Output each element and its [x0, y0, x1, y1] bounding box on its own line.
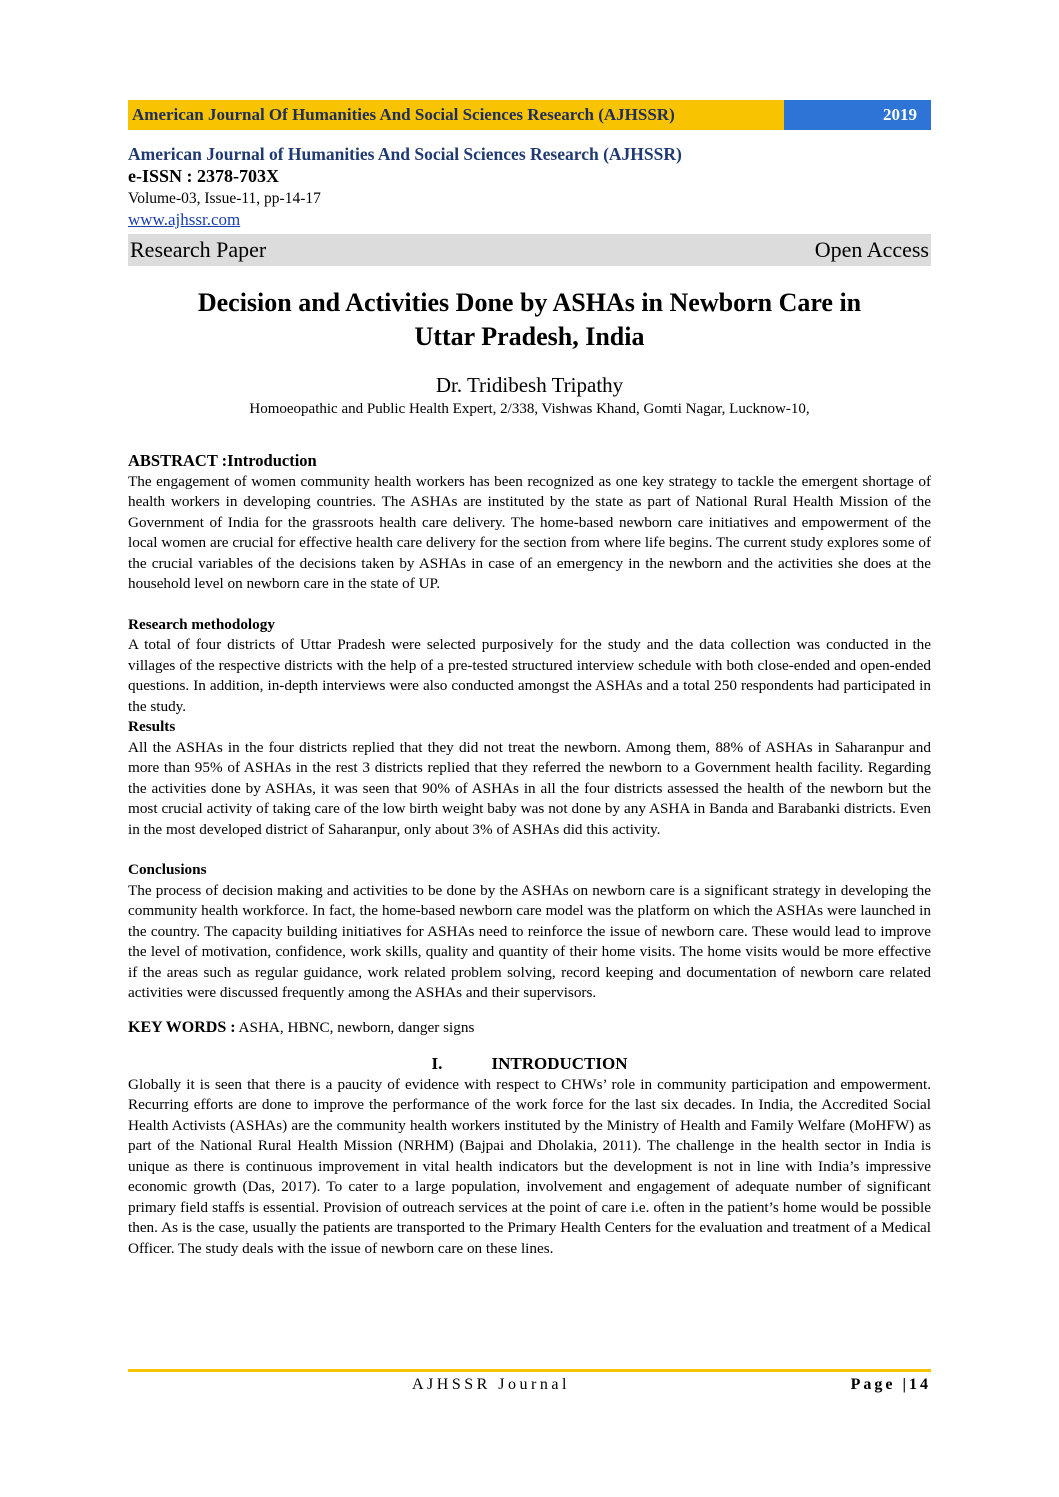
author-name: Dr. Tridibesh Tripathy [435, 373, 624, 397]
article-title [128, 286, 931, 354]
section-title: INTRODUCTION [491, 1054, 628, 1073]
keywords-label: KEY WORDS : [128, 1018, 236, 1036]
journal-header-band [128, 100, 931, 130]
volume-info: Volume-03, Issue-11, pp-14-17 [128, 190, 321, 207]
methodology-text: A total of four districts of Uttar Pradesh were selected purposively for the study and the data collection was conducted in the villages of the respective districts with the help of a pre-tested structured interview schedule with both close-ended and open-ended questions. In addition, in-depth interviews were also conducted amongst the ASHAs and a total 250 respondents had participated in the study. [128, 636, 931, 715]
journal-band-title: American Journal Of Humanities And Social Sciences Research (AJHSSR) [128, 100, 784, 130]
conclusions-heading: Conclusions [128, 861, 207, 878]
journal-url-link[interactable]: www.ajhssr.com [128, 210, 241, 229]
footer-rule [128, 1369, 931, 1372]
footer-journal: AJHSSR Journal [412, 1376, 570, 1393]
introduction-text: Globally it is seen that there is a paucity of evidence with respect to CHWs’ role in community participation and empowerment. Recurring efforts are done to improve the performance of the work force for the last six decades. In India, the Accredited Social Health Activists (ASHAs) are the community health workers instituted by the Ministry of Health and Family Welfare (MoHFW) as part of the National Rural Health Mission (NRHM) (Bajpai and Dholakia, 2011). The challenge in the health sector in India is unique as there is continuous improvement in vital health indicators but the development is not in line with India’s impressive economic growth (Das, 2017). To cater to a large population, involvement and engagement of adequate number of significant primary field staffs is essential. Provision of outreach services at the point of care i.e. often in the patient’s home would be possible then. As is the case, usually the patients are transported to the Primary Health Centers for the evaluation and treatment of a Medical Officer. The study deals with the issue of newborn care on these lines. [128, 1075, 931, 1257]
article-body [128, 451, 931, 1259]
article-type-bar [128, 234, 931, 266]
issn: e-ISSN : 2378-703X [128, 166, 279, 186]
article-title-line-2: Uttar Pradesh, India [414, 322, 645, 351]
conclusions-text: The process of decision making and activities to be done by the ASHAs on newborn care is a significant strategy in developing the community health workforce. In fact, the home-based newborn care model was the platform on which the ASHAs were launched in the country. The capacity building initiatives for ASHAs need to reinforce the issue of newborn care. These would lead to improve the level of motivation, confidence, work skills, quality and quantity of their home visits. The home visits would be more effective if the areas such as regular guidance, work related problem solving, record keeping and documentation of newborn care related activities were discussed frequently among the ASHAs and their supervisors. [128, 881, 931, 1001]
methodology-heading: Research methodology [128, 615, 275, 633]
article-type: Research Paper [130, 237, 267, 262]
abstract-introduction: The engagement of women community health workers has been recognized as one key strategy to tackle the emergent shortage of health workers in developing countries. The ASHAs are instituted by the state as part of National Rural Health Mission of the Government of India for the grassroots health care delivery. The home-based newborn care initiatives and empowerment of the local women are crucial for effective health care delivery for the section from where life begins. The current study explores some of the crucial variables of the decisions taken by ASHAs in case of an emergency in the newborn and the activities she does at the household level on newborn care in the state of UP. [128, 472, 931, 592]
introduction-heading [128, 1054, 931, 1075]
page-footer [128, 1376, 931, 1396]
journal-meta [128, 143, 931, 230]
keywords [128, 1018, 931, 1039]
journal-title: American Journal of Humanities And Social Sciences Research (AJHSSR) [128, 144, 682, 164]
access-type: Open Access [814, 237, 929, 262]
section-number: I. [431, 1054, 443, 1073]
keywords-text: ASHA, HBNC, newborn, danger signs [235, 1018, 475, 1036]
article-title-line-1: Decision and Activities Done by ASHAs in Newborn Care in [197, 288, 862, 317]
page-number: Page |14 [850, 1376, 931, 1393]
abstract-heading: ABSTRACT :Introduction [128, 451, 317, 470]
author-affiliation: Homoeopathic and Public Health Expert, 2/338, Vishwas Khand, Gomti Nagar, Lucknow-10, [249, 401, 810, 417]
results-heading: Results [128, 718, 176, 735]
results-text: All the ASHAs in the four districts replied that they did not treat the newborn. Among them, 88% of ASHAs in Saharanpur and more than 95% of ASHAs in the rest 3 districts replied that they referred the newborn to a Government health facility. Regarding the activities done by ASHAs, it was seen that 90% of ASHAs in all the four districts assessed the health of the newborn but the most crucial activity of taking care of the low birth weight baby was not done by any ASHA in Banda and Barabanki districts. Even in the most developed district of Saharanpur, only about 3% of ASHAs did this activity. [128, 738, 931, 838]
journal-band-year: 2019 [784, 100, 931, 130]
